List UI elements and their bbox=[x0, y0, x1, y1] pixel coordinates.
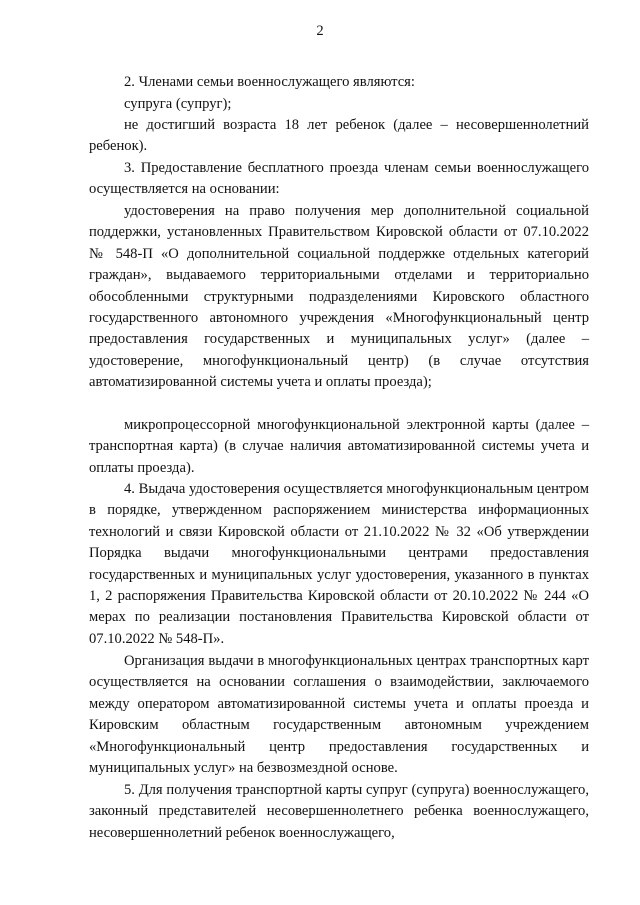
paragraph-card-issuance-organization: Организация выдачи в многофункциональных центрах транспортных карт осуществляется на основании соглашения о взаимодействии, заключаемого между оператором автоматизированной системы учета и оплаты проезда и Кировским областным государственным автономным учреждением «Многофункциональный центр предоставления государственных и муниципальных услуг» на безвозмездной основе. bbox=[89, 653, 589, 777]
paragraph-spouse: супруга (супруг); bbox=[124, 96, 232, 112]
paragraph-transport-card: микропроцессорной многофункциональной электронной карты (далее – транспортная карта) (в случае наличия автоматизированной системы учета и оплаты проезда). bbox=[89, 417, 589, 476]
paragraph-minor-child: не достигший возраста 18 лет ребенок (далее – несовершеннолетний ребенок). bbox=[89, 117, 589, 155]
paragraph-certificate-issuance: 4. Выдача удостоверения осуществляется многофункциональным центром в порядке, утвержденном распоряжением министерства информационных технологий и связи Кировской области от 21.10.2022 № 32 «Об утверждении Порядка выдачи многофункциональными центрами предоставления государственных и муниципальных услуг удостоверения, указанного в пунктах 1, 2 распоряжения Правительства Кировской области от 20.10.2022 № 244 «О мерах по реализации постановления Правительства Кировской области от 07.10.2022 № 548-П». bbox=[89, 481, 589, 647]
page-number: 2 bbox=[316, 23, 324, 39]
paragraph-certificate: удостоверения на право получения мер дополнительной социальной поддержки, установленных Правительством Кировской области от 07.10.2022 № 548-П «О дополнительной социальной поддержке отдельных категорий граждан», выдаваемого территориальными отделами и территориально обособленными структурными подразделениями Кировского областного государственного автономного учреждения «Многофункциональный центр предоставления государственных и муниципальных услуг» (далее – удостоверение, многофункциональный центр) (в случае отсутствия автоматизированной системы учета и оплаты проезда); bbox=[89, 203, 589, 391]
paragraph-family-members: 2. Членами семьи военнослужащего являются: bbox=[124, 74, 415, 90]
paragraph-obtaining-card: 5. Для получения транспортной карты супруг (супруга) военнослужащего, законный представителей несовершеннолетнего ребенка военнослужащего, несовершеннолетний ребенок военнослужащего, bbox=[89, 782, 589, 841]
paragraph-free-travel: 3. Предоставление бесплатного проезда членам семьи военнослужащего осуществляется на основании: bbox=[89, 160, 589, 198]
